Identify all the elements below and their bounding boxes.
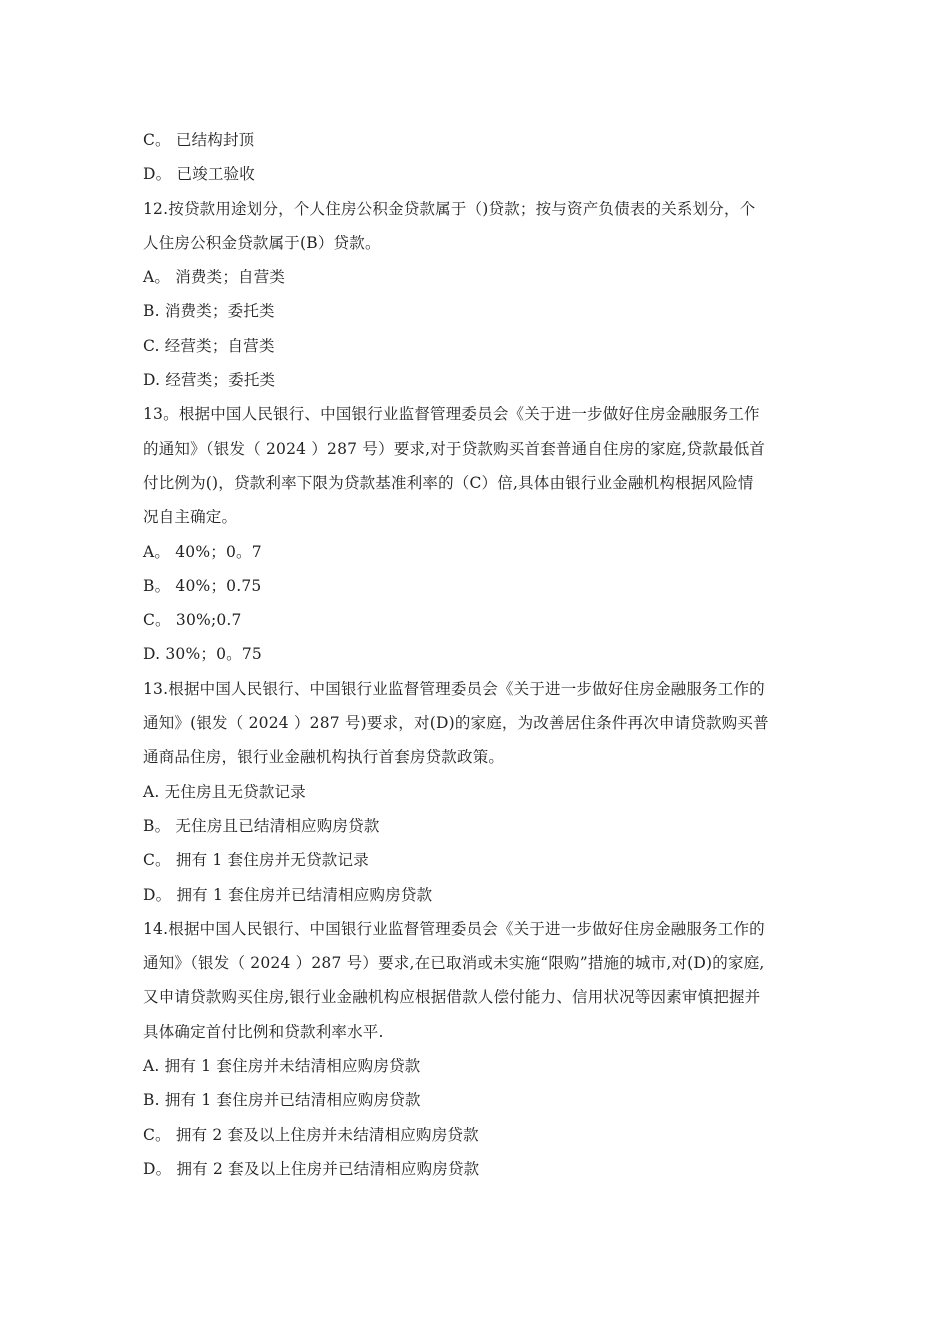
q13b-option-b: B。 无住房且已结清相应购房贷款 (143, 816, 380, 835)
q14-question-line-4: 具体确定首付比例和贷款利率水平. (143, 1022, 384, 1041)
q14-question-line-1: 14.根据中国人民银行、中国银行业监督管理委员会《关于进一步做好住房金融服务工作的 (143, 919, 765, 938)
q13b-question-line-1: 13.根据中国人民银行、中国银行业监督管理委员会《关于进一步做好住房金融服务工作的 (143, 679, 765, 698)
q13a-question-line-1: 13。根据中国人民银行、中国银行业监督管理委员会《关于进一步做好住房金融服务工作 (143, 405, 760, 424)
q13a-question-line-2: 的通知》（银发（ 2024 ）287 号）要求,对于贷款购买首套普通自住房的家庭,贷款最低首 (143, 439, 766, 458)
q14-option-c: C。 拥有 2 套及以上住房并未结清相应购房贷款 (143, 1125, 479, 1144)
q13a-question-line-3: 付比例为()，贷款利率下限为贷款基准利率的（C）倍,具体由银行业金融机构根据风险情 (143, 473, 754, 492)
q13b-question-line-3: 通商品住房，银行业金融机构执行首套房贷款政策。 (143, 748, 505, 767)
q12-option-c: C. 经营类；自营类 (143, 336, 275, 355)
q12-option-a: A。 消费类；自营类 (143, 268, 286, 287)
q14-option-b: B. 拥有 1 套住房并已结清相应购房贷款 (143, 1091, 421, 1110)
q13b-option-a: A. 无住房且无贷款记录 (143, 782, 306, 801)
q13b-question-line-2: 通知》(银发（ 2024 ）287 号)要求，对(D)的家庭，为改善居住条件再次申请贷款购买普 (143, 714, 769, 733)
q11-option-c: C。 已结构封顶 (143, 131, 255, 149)
document-body (143, 123, 813, 1186)
q14-question-line-2: 通知》（银发（ 2024 ）287 号）要求,在已取消或未实施“限购”措施的城市,对(D)的家庭, (143, 954, 765, 973)
q14-option-a: A. 拥有 1 套住房并未结清相应购房贷款 (143, 1057, 421, 1076)
q12-question-line-1: 12.按贷款用途划分，个人住房公积金贷款属于（)贷款；按与资产负债表的关系划分，个 (143, 199, 756, 218)
q13a-option-a: A。 40%；0。7 (143, 542, 262, 561)
q13a-option-d: D. 30%；0。75 (143, 645, 262, 664)
q12-question-line-2: 人住房公积金贷款属于(B）贷款。 (143, 233, 381, 252)
q13a-option-c: C。 30%;0.7 (143, 611, 242, 630)
q12-option-d: D. 经营类；委托类 (143, 371, 276, 390)
q11-option-d: D。 已竣工验收 (143, 165, 255, 184)
q14-option-d: D。 拥有 2 套及以上住房并已结清相应购房贷款 (143, 1159, 480, 1178)
q13a-question-line-4: 况自主确定。 (143, 508, 238, 527)
q12-option-b: B. 消费类；委托类 (143, 302, 275, 321)
q13b-option-d: D。 拥有 1 套住房并已结清相应购房贷款 (143, 885, 433, 904)
q13a-option-b: B。 40%；0.75 (143, 576, 262, 595)
q13b-option-c: C。 拥有 1 套住房并无贷款记录 (143, 851, 369, 870)
q14-question-line-3: 又申请贷款购买住房,银行业金融机构应根据借款人偿付能力、信用状况等因素审慎把握并 (143, 988, 761, 1007)
